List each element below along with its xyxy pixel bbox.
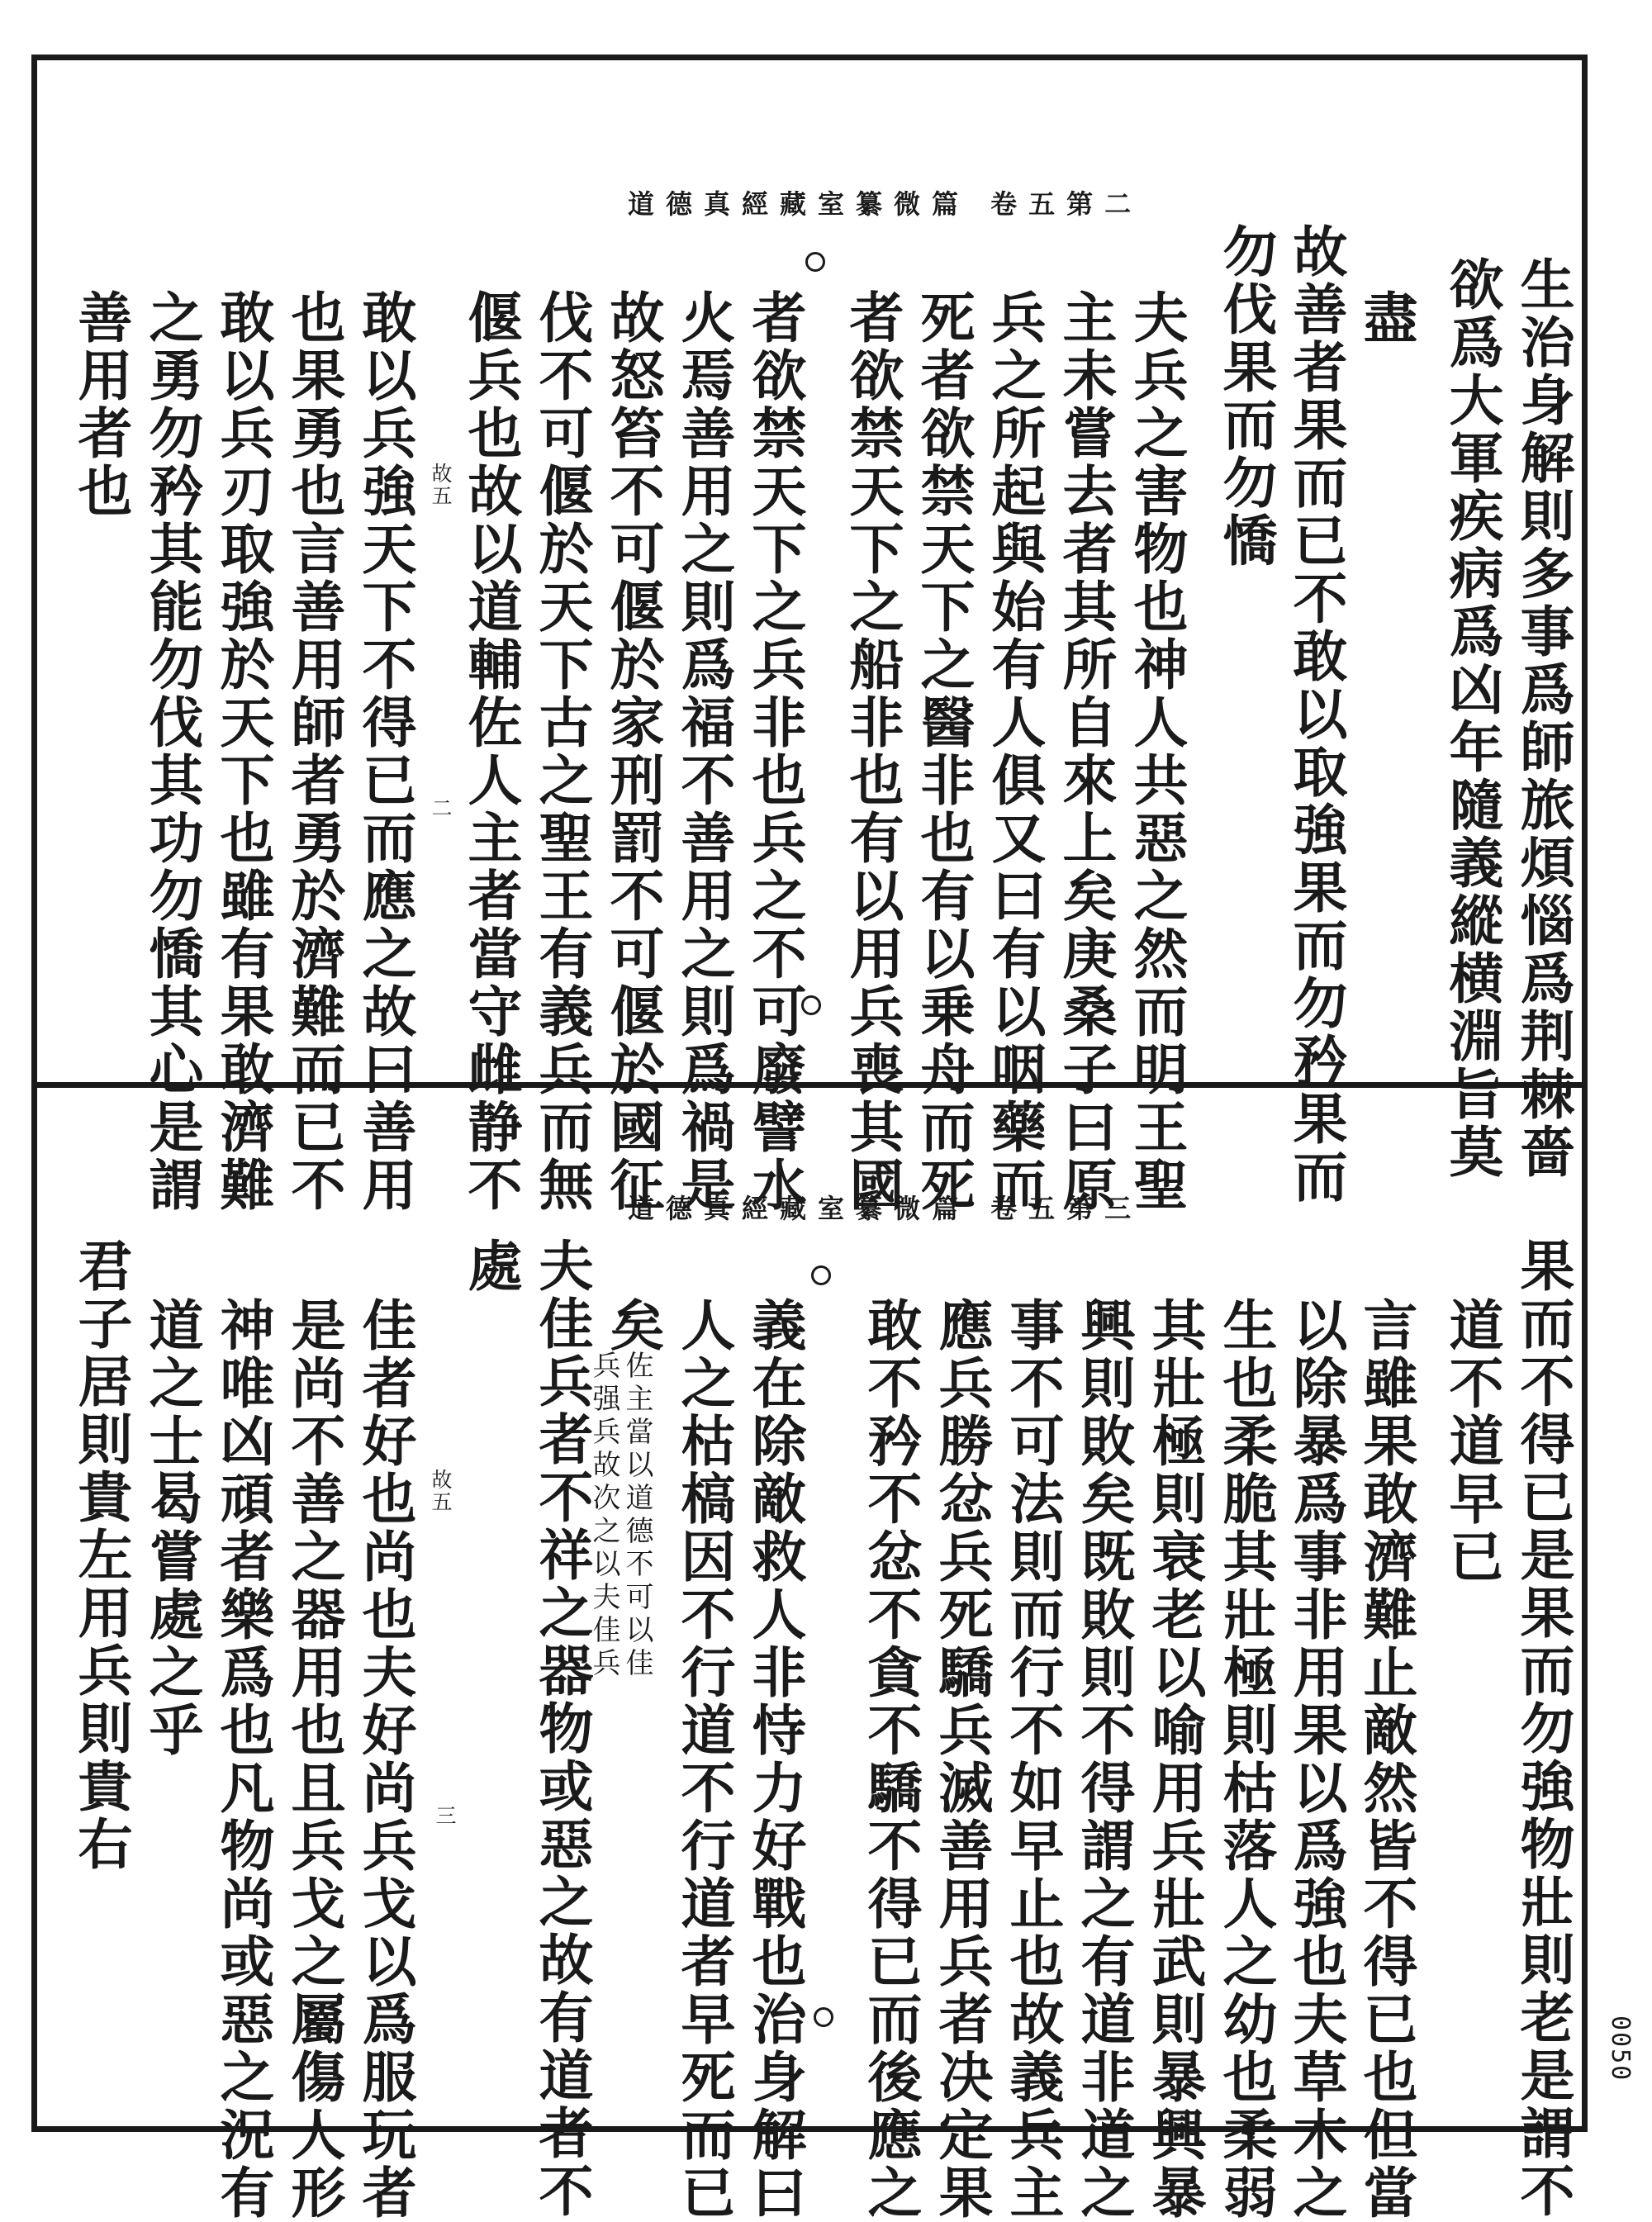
bottom-column-7: 興則敗矣既敗則不得謂之有道非道之 xyxy=(1071,1297,1136,2222)
top-column-20: 善用者也 xyxy=(69,289,133,520)
top-column-5: 勿伐果而勿憍 xyxy=(1213,223,1278,570)
bottom-column-20: 君子居則貴左用兵則貴右 xyxy=(69,1237,133,1873)
top-small-mark-2: 二 xyxy=(429,797,453,819)
bottom-column-16: 佳者好也尚也夫好尚兵戈以爲服玩者 xyxy=(353,1297,417,2222)
top-column-13: 故怒笞不可偃於家刑罰不可偃於國征 xyxy=(601,289,665,1214)
bottom-column-9: 應兵勝忿兵死驕兵滅善用兵者决定果 xyxy=(929,1297,994,2222)
bottom-column-10: 敢不矜不忿不貪不驕不得已而後應之 xyxy=(858,1297,923,2222)
top-column-15: 偃兵也故以道輔佐人主者當守雌静不 xyxy=(458,289,523,1214)
top-header: 道德真經藏室纂微篇 卷五第二 xyxy=(628,188,1143,220)
bottom-circle-marker xyxy=(811,1265,831,1285)
bottom-column-19: 道之士曷嘗處之乎 xyxy=(140,1297,204,1759)
top-column-4: 故善者果而已不敢以取強果而勿矜果而 xyxy=(1284,223,1348,1206)
bottom-column-18: 神唯凶頑者樂爲也凡物尚或惡之況有 xyxy=(211,1297,275,2222)
top-column-3: 盡 xyxy=(1354,289,1418,347)
bottom-small-mark-1: 故五 xyxy=(429,1469,453,1513)
bottom-column-17: 是尚不善之器用也且兵戈之屬傷人形 xyxy=(282,1297,346,2222)
top-column-16: 敢以兵強天下不得已而應之故曰善用 xyxy=(353,289,417,1214)
bottom-note-line-2: 兵强兵故次之以夫佳兵 xyxy=(587,1351,620,1681)
top-column-19: 之勇勿矜其能勿伐其功勿憍其心是謂 xyxy=(140,289,204,1214)
bottom-column-3: 言雖果敢濟難止敵然皆不得已也但當 xyxy=(1354,1297,1418,2222)
top-column-12: 火焉善用之則爲福不善用之則爲禍是 xyxy=(672,289,736,1214)
bottom-column-4: 以除暴爲事非用果以爲強也夫草木之 xyxy=(1284,1297,1348,2222)
top-column-10: 者欲禁天下之船非也有以用兵喪其國 xyxy=(840,289,904,1214)
top-column-14: 伐不可偃於天下古之聖王有義兵而無 xyxy=(529,289,594,1214)
bottom-column-13: 矣 xyxy=(601,1297,665,1355)
bottom-column-14: 夫佳兵者不祥之器物或惡之故有道者不 xyxy=(529,1237,594,2220)
bottom-column-1: 果而不得已是果而勿強物壯則老是謂不 xyxy=(1511,1237,1575,2220)
top-column-9: 死者欲禁天下之醫非也有以乗舟而死 xyxy=(911,289,976,1214)
top-column-18: 敢以兵刃取強於天下也雖有果敢濟難 xyxy=(211,289,275,1214)
top-column-2: 欲爲大軍疾病爲凶年隨義縱横淵旨莫 xyxy=(1440,256,1504,1181)
bottom-column-15: 處 xyxy=(458,1237,523,1295)
bottom-header: 道德真經藏室纂微篇 卷五第三 xyxy=(628,1193,1143,1224)
top-column-11: 者欲禁天下之兵非也兵之不可廢譬水 xyxy=(743,289,807,1214)
top-small-mark-1: 故五 xyxy=(429,463,453,507)
page-number: 0050 xyxy=(1606,2015,1635,2082)
top-column-7: 主未嘗去者其所自來上矣庚桑子曰原 xyxy=(1053,289,1118,1214)
bottom-note-line-1: 佐主當以道德不可以佳 xyxy=(620,1351,653,1681)
bottom-column-2: 道不道早已 xyxy=(1440,1297,1504,1586)
top-column-8: 兵之所起與始有人俱又曰有以咽藥而 xyxy=(982,289,1047,1214)
bottom-column-6: 其壯極則衰老以喻用兵壯武則暴興暴 xyxy=(1142,1297,1207,2222)
bottom-circle-marker-lower xyxy=(814,2007,833,2027)
top-circle-marker xyxy=(805,252,825,272)
top-column-1: 生治身解則多事爲師旅煩惱爲荆棘嗇 xyxy=(1511,256,1575,1181)
bottom-column-12: 人之枯槁因不行道不行道者早死而已 xyxy=(672,1297,736,2222)
bottom-column-8: 事不可法則而行不如早止也故義兵主 xyxy=(1000,1297,1065,2222)
bottom-column-11: 義在除敵救人非恃力好戰也治身解曰 xyxy=(743,1297,807,2222)
bottom-column-5: 生也柔脆其壯極則枯落人之幼也柔弱 xyxy=(1213,1297,1278,2222)
bottom-small-mark-2: 三 xyxy=(433,1805,457,1827)
top-column-17: 也果勇也言善用師者勇於濟難而已不 xyxy=(282,289,346,1214)
top-column-6: 夫兵之害物也神人共惡之然而明王聖 xyxy=(1124,289,1189,1214)
